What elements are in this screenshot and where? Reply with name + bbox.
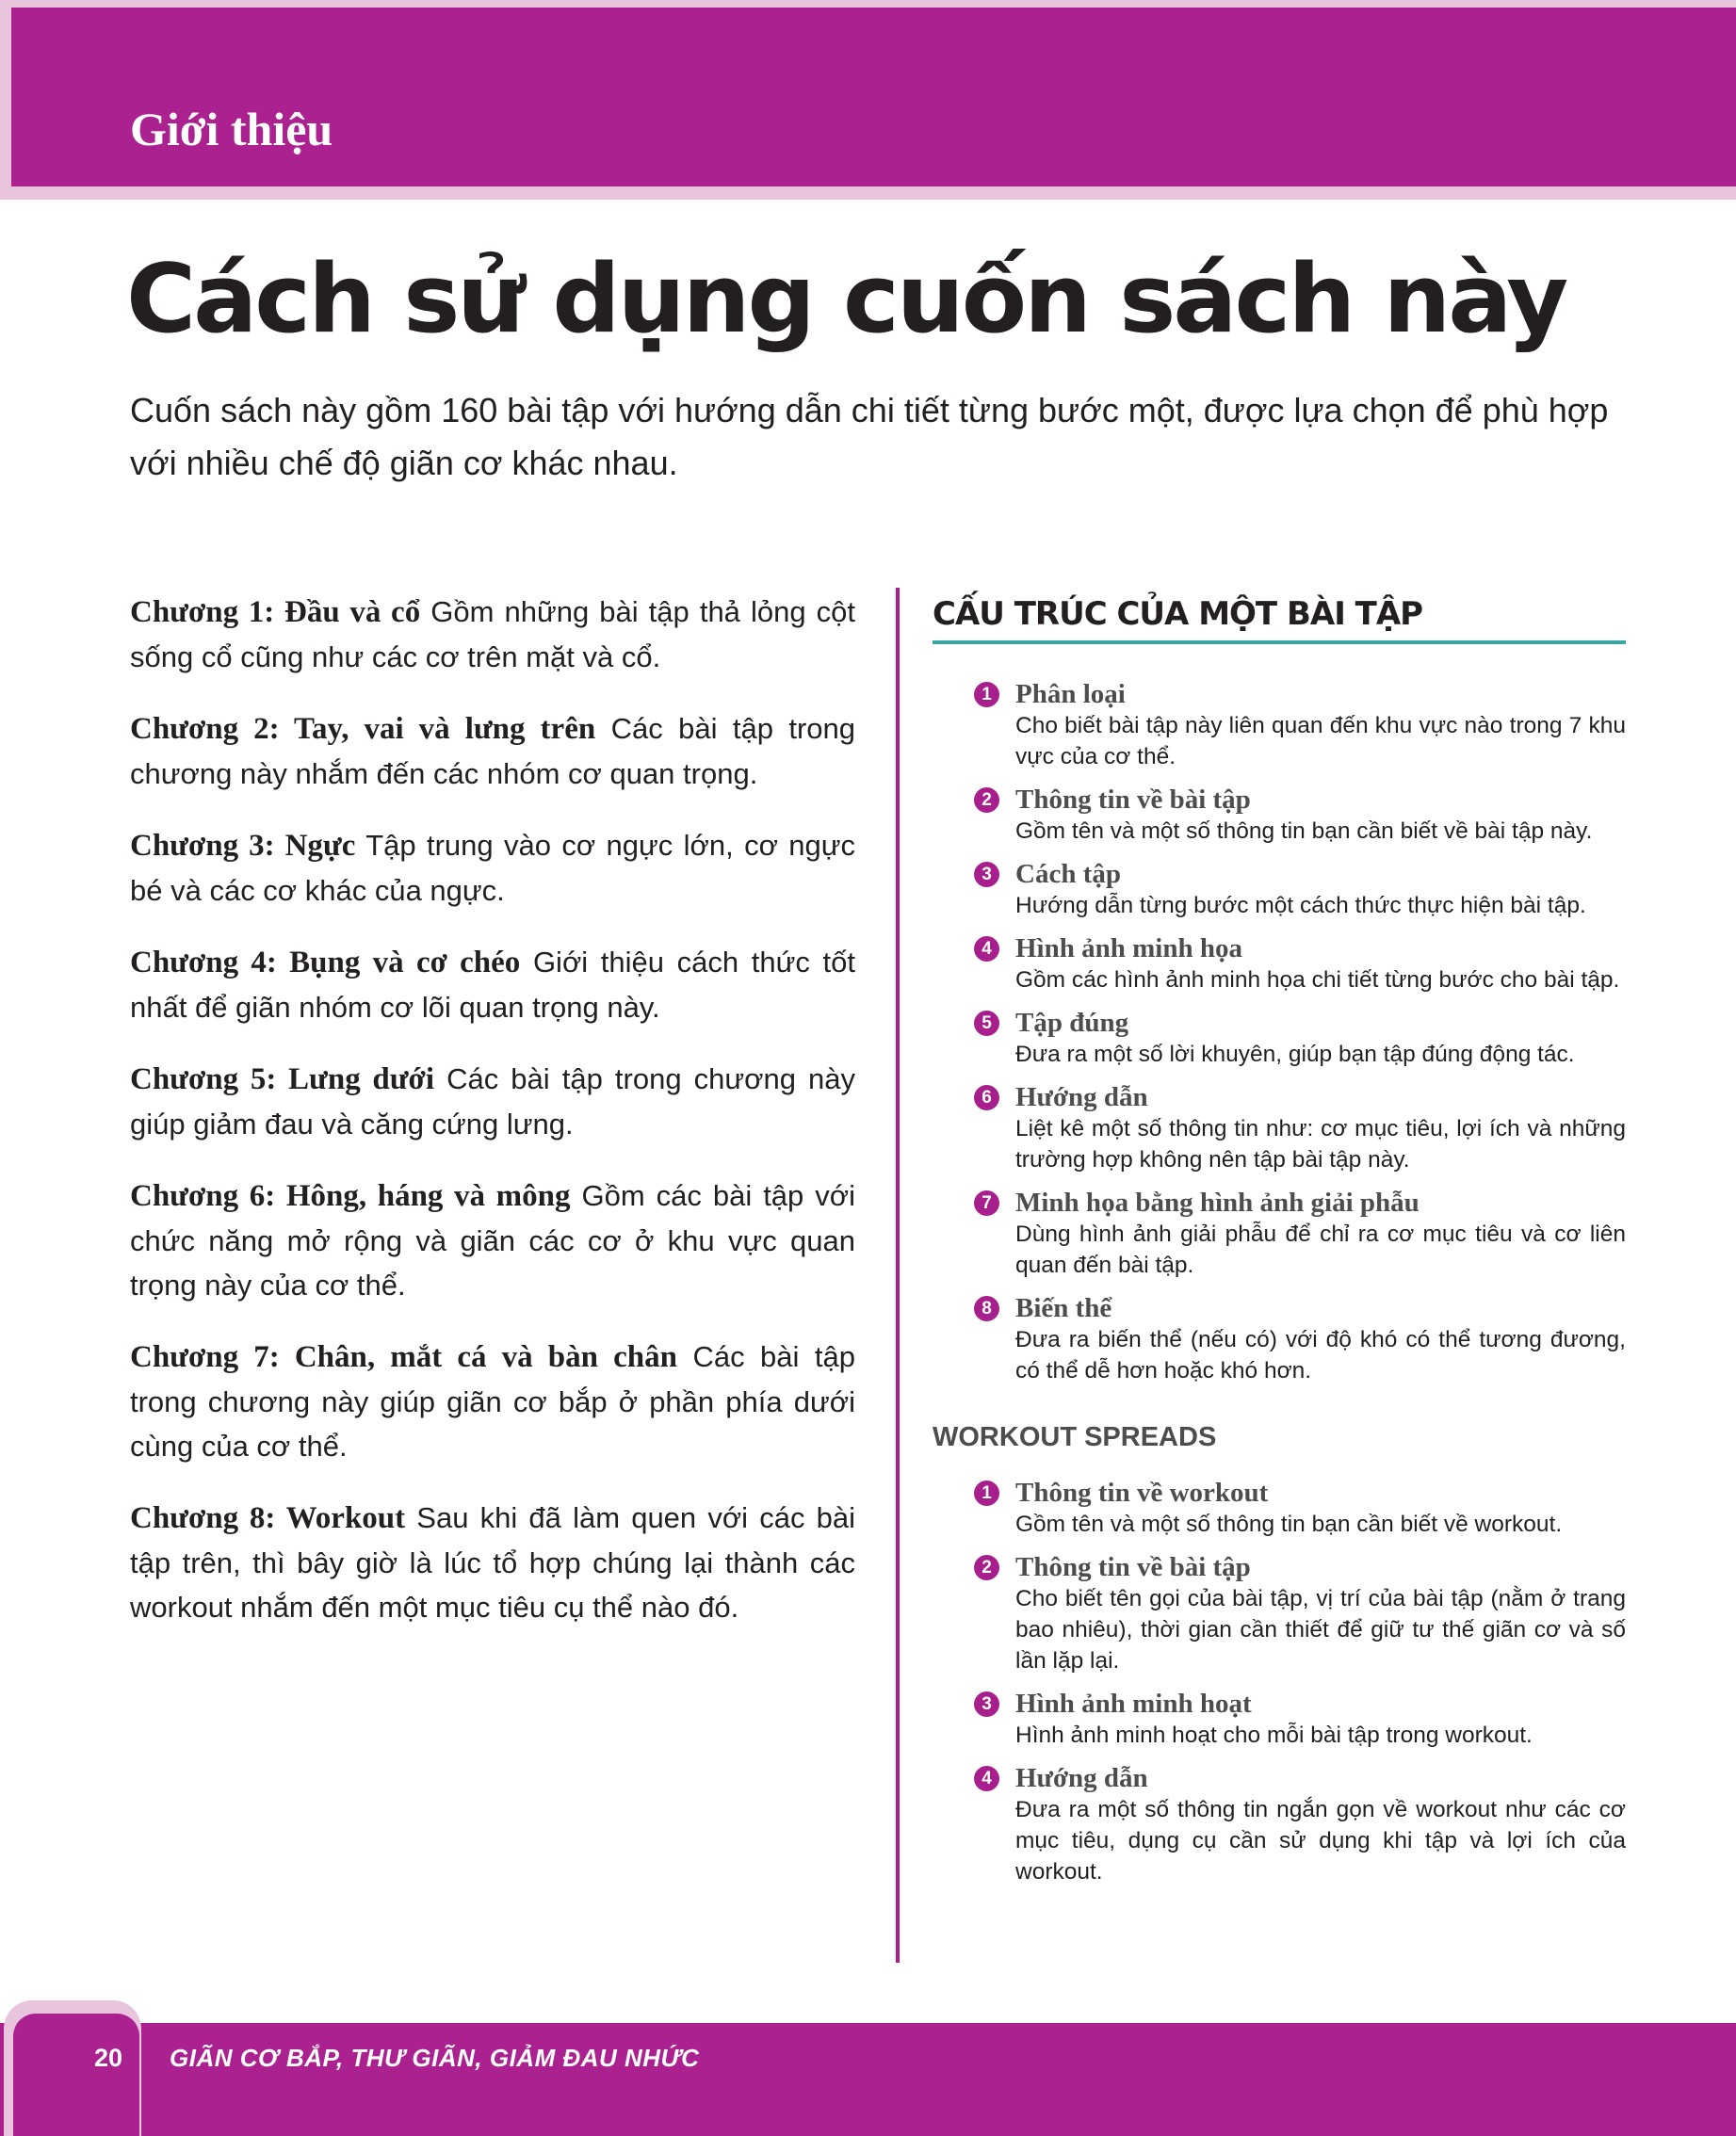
structure-item bbox=[933, 1292, 1626, 1386]
item-text: Hình ảnh minh hoạt cho mỗi bài tập trong workout. bbox=[1015, 1723, 1533, 1748]
workout-list bbox=[933, 1477, 1626, 1887]
number-badge: 6 bbox=[974, 1085, 999, 1110]
item-title: Cách tập bbox=[1015, 859, 1121, 889]
chapter-title: Chương 8: Workout bbox=[130, 1501, 406, 1535]
item-title: Biến thể bbox=[1015, 1293, 1112, 1323]
item-text: Gồm các hình ảnh minh họa chi tiết từng bước cho bài tập. bbox=[1015, 967, 1620, 993]
chapter-description: Giới thiệu cách thức tốt nhất để giãn nhóm cơ lõi quan trọng này. bbox=[130, 946, 856, 1024]
structure-item bbox=[933, 858, 1626, 921]
chapter-title: Chương 7: Chân, mắt cá và bàn chân bbox=[130, 1340, 677, 1374]
chapter-6 bbox=[130, 1173, 855, 1307]
structure-item bbox=[933, 932, 1626, 995]
chapter-title: Chương 2: Tay, vai và lưng trên bbox=[130, 712, 596, 746]
item-title: Tập đúng bbox=[1015, 1008, 1129, 1038]
structure-item bbox=[933, 1081, 1626, 1175]
chapter-8 bbox=[130, 1496, 855, 1629]
item-title: Hướng dẫn bbox=[1015, 1082, 1148, 1112]
section-label: Giới thiệu bbox=[130, 103, 333, 155]
number-badge: 7 bbox=[974, 1190, 999, 1216]
number-badge: 2 bbox=[974, 787, 999, 813]
item-text: Gồm tên và một số thông tin bạn cần biết về workout. bbox=[1015, 1512, 1563, 1537]
item-text: Đưa ra một số lời khuyên, giúp bạn tập đúng động tác. bbox=[1015, 1042, 1575, 1067]
item-title: Thông tin về bài tập bbox=[1015, 1552, 1251, 1582]
structure-heading: CẤU TRÚC CỦA MỘT BÀI TẬP bbox=[933, 595, 1423, 633]
page-number: 20 bbox=[94, 2044, 123, 2072]
header-bar bbox=[11, 8, 1736, 186]
chapter-description: Các bài tập trong chương này giúp giảm đau và căng cứng lưng. bbox=[130, 1062, 855, 1141]
item-text: Gồm tên và một số thông tin bạn cần biết về bài tập này. bbox=[1015, 818, 1593, 844]
item-title: Minh họa bằng hình ảnh giải phẫu bbox=[1015, 1188, 1420, 1218]
heading-underline bbox=[933, 640, 1626, 644]
number-badge: 5 bbox=[974, 1011, 999, 1036]
chapter-description: Các bài tập trong chương này giúp giãn cơ bắp ở phần phía dưới cùng của cơ thể. bbox=[130, 1340, 856, 1463]
workout-item bbox=[933, 1688, 1626, 1751]
item-text: Liệt kê một số thông tin như: cơ mục tiêu, lợi ích và những trường hợp không nên tập bài tập này. bbox=[1015, 1116, 1626, 1173]
item-text: Cho biết tên gọi của bài tập, vị trí của bài tập (nằm ở trang bao nhiêu), thời gian cần thiết để giữ tư thế giãn cơ và số lần lặp lại. bbox=[1015, 1586, 1626, 1674]
item-text: Hướng dẫn từng bước một cách thức thực hiện bài tập. bbox=[1015, 893, 1586, 918]
number-badge: 1 bbox=[974, 682, 999, 707]
workout-heading: WORKOUT SPREADS bbox=[933, 1422, 1217, 1452]
running-title: GIÃN CƠ BẮP, THƯ GIÃN, GIẢM ĐAU NHỨC bbox=[170, 2044, 700, 2072]
item-text: Đưa ra biến thể (nếu có) với độ khó có thể tương đương, có thể dễ hơn hoặc khó hơn. bbox=[1015, 1327, 1626, 1384]
number-badge: 8 bbox=[974, 1296, 999, 1321]
chapter-title: Chương 4: Bụng và cơ chéo bbox=[130, 946, 521, 979]
column-divider bbox=[896, 588, 900, 1963]
structure-list bbox=[933, 678, 1626, 1386]
chapter-title: Chương 5: Lưng dưới bbox=[130, 1062, 435, 1096]
chapter-title: Chương 1: Đầu và cổ bbox=[130, 595, 421, 629]
item-text: Đưa ra một số thông tin ngắn gọn về workout như các cơ mục tiêu, dụng cụ cần sử dụng khi tập và lợi ích của workout. bbox=[1015, 1797, 1626, 1885]
number-badge: 2 bbox=[974, 1555, 999, 1580]
number-badge: 4 bbox=[974, 936, 999, 962]
chapter-list bbox=[130, 590, 855, 1657]
chapter-5 bbox=[130, 1057, 855, 1146]
item-text: Dùng hình ảnh giải phẫu để chỉ ra cơ mục tiêu và cơ liên quan đến bài tập. bbox=[1015, 1222, 1626, 1278]
chapter-2 bbox=[130, 706, 855, 796]
structure-item bbox=[933, 1187, 1626, 1281]
chapter-description: Gồm các bài tập với chức năng mở rộng và giãn các cơ ở khu vực quan trọng này của cơ thể. bbox=[130, 1179, 855, 1302]
chapter-description: Gồm những bài tập thả lỏng cột sống cổ cũng như các cơ trên mặt và cổ. bbox=[130, 595, 855, 673]
chapter-4 bbox=[130, 940, 855, 1029]
item-title: Hình ảnh minh hoạt bbox=[1015, 1689, 1252, 1719]
number-badge: 4 bbox=[974, 1766, 999, 1791]
workout-item bbox=[933, 1477, 1626, 1540]
number-badge: 3 bbox=[974, 1691, 999, 1717]
footer-page-tab-inner bbox=[13, 2014, 139, 2136]
structure-item bbox=[933, 784, 1626, 847]
chapter-1 bbox=[130, 590, 855, 679]
workout-item bbox=[933, 1551, 1626, 1676]
chapter-title: Chương 6: Hông, háng và mông bbox=[130, 1179, 571, 1213]
item-title: Hình ảnh minh họa bbox=[1015, 933, 1242, 963]
item-text: Cho biết bài tập này liên quan đến khu vực nào trong 7 khu vực của cơ thể. bbox=[1015, 713, 1626, 769]
page-title: Cách sử dụng cuốn sách này bbox=[126, 243, 1566, 354]
workout-item bbox=[933, 1762, 1626, 1887]
footer-bar bbox=[0, 2023, 1736, 2136]
chapter-3 bbox=[130, 823, 855, 913]
chapter-7 bbox=[130, 1335, 855, 1468]
chapter-title: Chương 3: Ngực bbox=[130, 829, 356, 863]
item-title: Thông tin về bài tập bbox=[1015, 785, 1251, 815]
exercise-structure-panel bbox=[933, 593, 1626, 1899]
item-title: Hướng dẫn bbox=[1015, 1763, 1148, 1793]
number-badge: 1 bbox=[974, 1481, 999, 1506]
structure-item bbox=[933, 1007, 1626, 1070]
chapter-description: Sau khi đã làm quen với các bài tập trên, thì bây giờ là lúc tổ hợp chúng lại thành các workout nhắm đến một mục tiêu cụ thể nào đó. bbox=[130, 1501, 855, 1624]
structure-item bbox=[933, 678, 1626, 772]
item-title: Phân loại bbox=[1015, 679, 1126, 709]
intro-paragraph: Cuốn sách này gồm 160 bài tập với hướng dẫn chi tiết từng bước một, được lựa chọn để phù hợp với nhiều chế độ giãn cơ khác nhau. bbox=[130, 391, 1609, 482]
chapter-description: Các bài tập trong chương này nhắm đến các nhóm cơ quan trọng. bbox=[130, 712, 856, 790]
number-badge: 3 bbox=[974, 862, 999, 887]
item-title: Thông tin về workout bbox=[1015, 1478, 1269, 1508]
chapter-description: Tập trung vào cơ ngực lớn, cơ ngực bé và các cơ khác của ngực. bbox=[130, 829, 855, 907]
